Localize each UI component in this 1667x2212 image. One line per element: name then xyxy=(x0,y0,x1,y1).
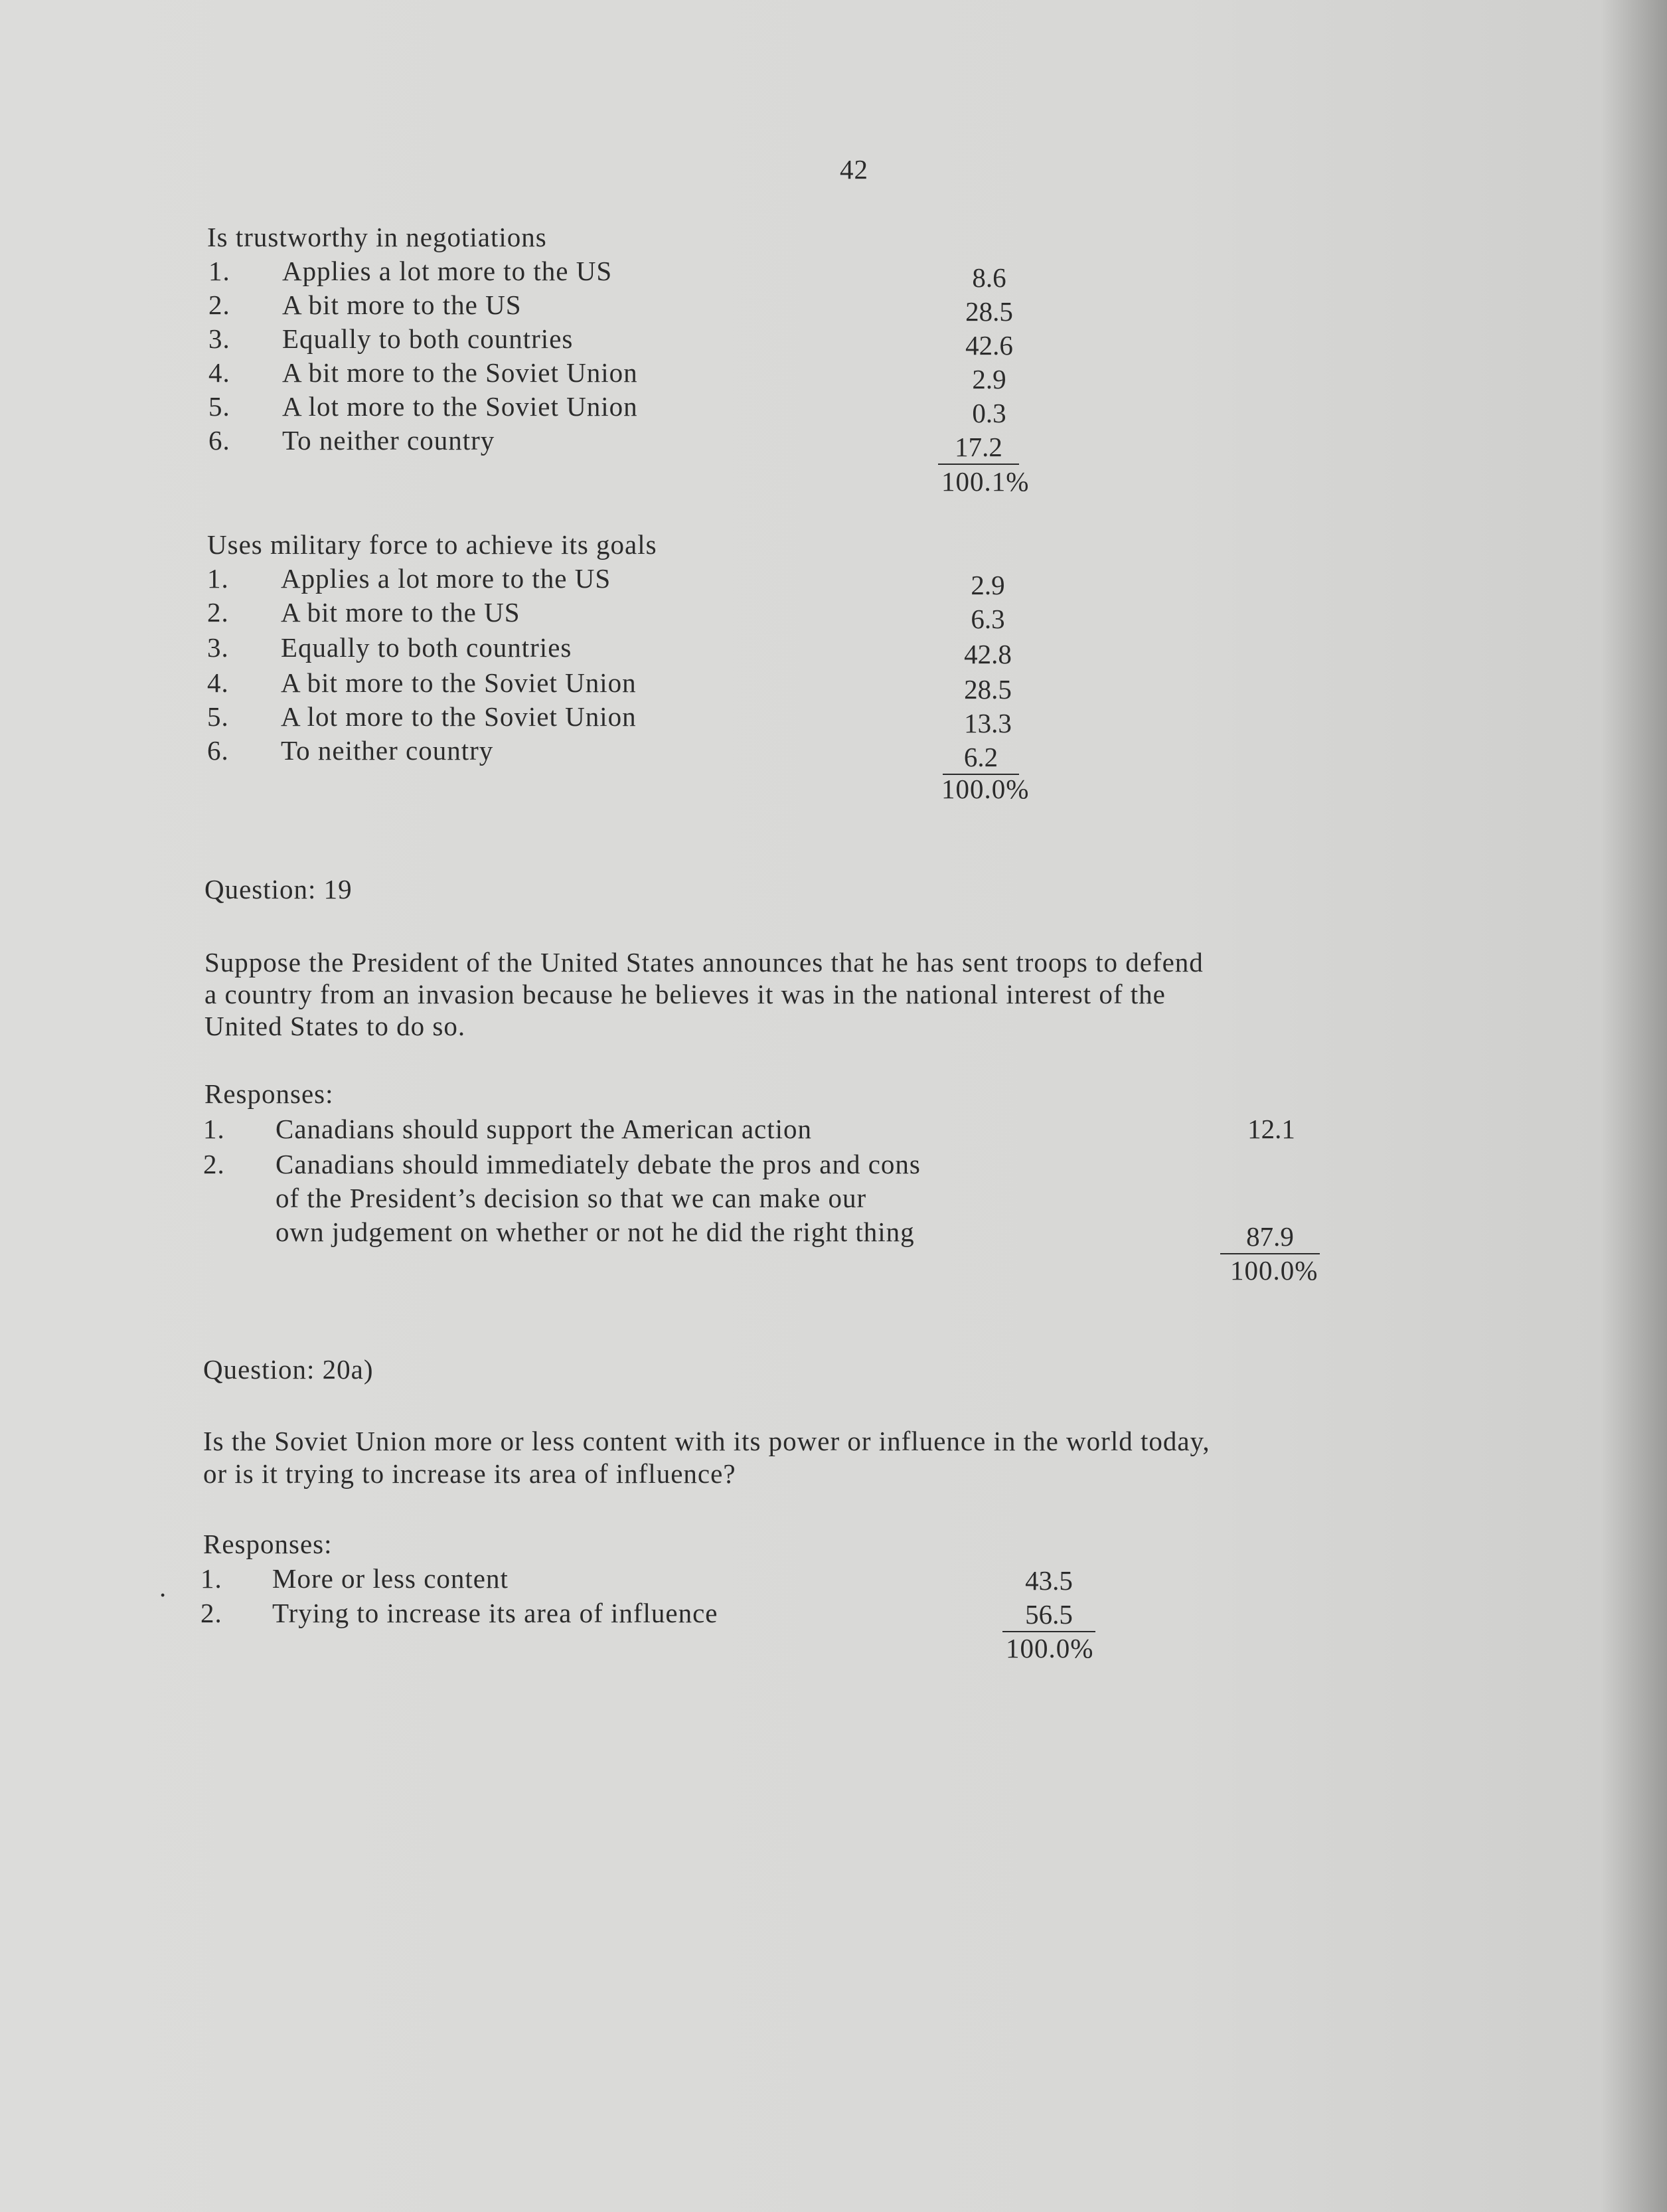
question-text-line: United States to do so. xyxy=(204,1011,466,1041)
option-number: 2. xyxy=(200,1598,222,1628)
option-number: 1. xyxy=(208,256,230,286)
option-label: A bit more to the Soviet Union xyxy=(282,357,638,388)
option-number: 6. xyxy=(207,735,229,766)
option-value: 43.5 xyxy=(1025,1565,1073,1596)
option-label: of the President’s decision so that we can make our xyxy=(276,1183,867,1213)
question-total: 100.0% xyxy=(1006,1633,1094,1663)
option-number: 6. xyxy=(208,425,230,456)
option-value: 87.9 xyxy=(1220,1220,1320,1254)
option-value: 28.5 xyxy=(964,674,1012,705)
option-value: 17.2 xyxy=(938,430,1019,465)
question-text-line: Suppose the President of the United States announces that he has sent troops to defend xyxy=(204,947,1204,978)
question-heading: Question: 20a) xyxy=(203,1354,374,1385)
question-text-line: or is it trying to increase its area of influence? xyxy=(203,1458,736,1489)
option-label: More or less content xyxy=(272,1563,509,1594)
option-label: A bit more to the US xyxy=(282,290,522,320)
option-number: 1. xyxy=(203,1114,225,1144)
option-label: A lot more to the Soviet Union xyxy=(282,391,638,422)
question-total: 100.0% xyxy=(1230,1255,1318,1286)
option-label: own judgement on whether or not he did the right thing xyxy=(276,1217,915,1247)
option-value: 12.1 xyxy=(1247,1114,1295,1144)
stray-mark: . xyxy=(159,1572,167,1602)
option-label: Canadians should support the American action xyxy=(276,1114,813,1144)
question-text-line: Is the Soviet Union more or less content with its power or influence in the world today, xyxy=(203,1426,1210,1456)
option-label: A lot more to the Soviet Union xyxy=(281,701,637,732)
option-number: 2. xyxy=(207,597,229,628)
option-label: To neither country xyxy=(281,735,494,766)
option-number: 1. xyxy=(200,1563,222,1594)
option-value: 13.3 xyxy=(964,708,1012,738)
option-value: 28.5 xyxy=(965,296,1013,327)
option-value: 0.3 xyxy=(972,398,1006,428)
option-label: Equally to both countries xyxy=(282,323,574,354)
option-label: A bit more to the Soviet Union xyxy=(281,667,637,698)
option-label: To neither country xyxy=(282,425,495,456)
option-number: 5. xyxy=(207,701,229,732)
item-total: 100.1% xyxy=(941,466,1030,497)
item-title: Uses military force to achieve its goals xyxy=(207,529,657,560)
option-value: 56.5 xyxy=(1002,1598,1095,1632)
option-label: Trying to increase its area of influence xyxy=(272,1598,718,1628)
question-heading: Question: 19 xyxy=(204,874,353,904)
option-number: 2. xyxy=(208,290,230,320)
option-value: 42.8 xyxy=(964,639,1012,669)
item-total: 100.0% xyxy=(941,774,1030,804)
option-value: 2.9 xyxy=(972,364,1006,394)
option-number: 3. xyxy=(207,632,229,663)
responses-label: Responses: xyxy=(204,1078,334,1109)
option-value: 42.6 xyxy=(965,330,1013,361)
option-number: 4. xyxy=(207,667,229,698)
option-label: Applies a lot more to the US xyxy=(282,256,613,286)
option-label: Equally to both countries xyxy=(281,632,572,663)
option-value: 8.6 xyxy=(972,262,1006,293)
item-title: Is trustworthy in negotiations xyxy=(207,222,547,252)
option-number: 4. xyxy=(208,357,230,388)
option-value: 6.3 xyxy=(971,604,1005,634)
page-number: 42 xyxy=(840,154,868,185)
option-number: 5. xyxy=(208,391,230,422)
option-number: 2. xyxy=(203,1149,225,1179)
option-label: Canadians should immediately debate the pros and cons xyxy=(276,1149,921,1179)
option-value: 6.2 xyxy=(943,740,1019,775)
responses-label: Responses: xyxy=(203,1529,333,1559)
option-label: Applies a lot more to the US xyxy=(281,563,611,594)
option-number: 3. xyxy=(208,323,230,354)
option-number: 1. xyxy=(207,563,229,594)
question-text-line: a country from an invasion because he believes it was in the national interest of the xyxy=(204,979,1166,1009)
option-label: A bit more to the US xyxy=(281,597,520,628)
option-value: 2.9 xyxy=(971,570,1005,600)
